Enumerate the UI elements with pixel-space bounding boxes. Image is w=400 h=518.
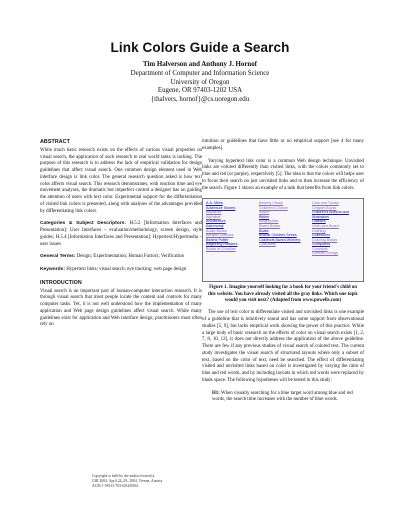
figure-link[interactable]: Beatrix Potter <box>206 237 229 242</box>
author-email: {thalvers, hornof}@cs.uoregon.edu <box>150 96 250 104</box>
figure-link[interactable]: Boats <box>259 228 269 233</box>
figure-column-3 <box>312 201 363 256</box>
figure-link-visited[interactable]: Curious George <box>312 251 339 256</box>
categories-text: H.5.2 [Information Interfaces and Presentation]: User Interfaces – evaluation/methodology, screen design, style guides; H.5.4 [Information Interfaces and Presentation]: Hypertext/Hypermedia – user issues <box>40 221 202 247</box>
hypothesis-text: When visually searching for a blue target word among blue and red words, the search time increases with the number of blue words. <box>212 390 353 403</box>
figure-link-visited[interactable]: Children's Choice <box>259 205 288 210</box>
figure-link-visited[interactable]: Audio Books <box>206 228 227 233</box>
figure-link-visited[interactable]: Concepts <box>312 246 328 251</box>
copyright-line-3: ACM 1-58113-703-6/04/0004. <box>92 483 139 488</box>
author-names: Tim Halverson and Anthony J. Hornof <box>143 61 257 68</box>
hypothesis-h1 <box>212 391 364 405</box>
figure-link-visited[interactable]: Chapter Books <box>312 205 337 210</box>
keywords-paragraph <box>40 267 202 274</box>
general-terms-label: General Terms: <box>40 254 76 260</box>
figure-link[interactable]: Caldecott Award Winners <box>259 237 301 242</box>
figure-link[interactable]: Adventure Stories <box>206 205 236 210</box>
categories-paragraph <box>40 221 202 248</box>
figure-link[interactable]: Boxcar Children Series <box>259 233 297 238</box>
figure-link-visited[interactable]: Coloring Books <box>312 237 338 242</box>
introduction-text: Visual search is an important part of human-computer interaction research. It is through visual search that most people locate the content and controls for many computer tasks. Yet, it is not well understood how the implementation of many application and Web page design guidelines affect visual search. While many guidelines exist for application and Web interface design, practitioners must often rely on <box>40 288 202 328</box>
figure-link-visited[interactable]: Cloth and Board <box>312 223 339 228</box>
figure-link[interactable]: Architecture <box>206 219 226 224</box>
abstract-heading: ABSTRACT <box>40 139 70 145</box>
figure-link-visited[interactable]: Beverly Cleary <box>259 201 283 206</box>
right-paragraph-3: The use of text color to differentiate visited and unvisited links is one example of a guideline that is intuitively sound and has some support from observational studies [5, 9], but lacks empirical work showing the power of this practice. While a large body of basic research on the effects of color on visual search exists [1, 2, 7, 8, 10, 12], it does not directly address the application of the above guideline. There are few if any previous studies of visual search of colored text. The current study investigates the visual search of structured layouts where only a subset of text, based on the color of text, need be searched. The effect of differentiating visited and unvisited links based on color is investigated by varying the ratio of blue and red words, and by including layouts in which red words were replaced by blank space. The following hypotheses will be tested in this study: <box>202 310 364 383</box>
figure-link-visited[interactable]: Award <box>259 210 270 215</box>
paper-title: Link Colors Guide a Search <box>110 40 290 55</box>
author-department: Department of Computer and Information Science <box>130 69 270 77</box>
figure-link[interactable]: Collections <box>312 233 331 238</box>
figure-link[interactable]: Bibles <box>259 214 270 219</box>
left-column <box>40 139 202 335</box>
figure-link[interactable]: Astronomy <box>206 223 224 228</box>
keywords-text: Hypertext links; visual search; eye tracking; web page design <box>66 267 187 272</box>
figure-link-visited[interactable]: Bargain Classics <box>206 233 234 238</box>
figure-link[interactable]: A.A. Milne <box>206 201 223 206</box>
hypothesis-label: H1: <box>212 390 220 396</box>
figure-link[interactable]: Computers <box>312 242 331 247</box>
figure-link-visited[interactable]: Clothing <box>312 228 326 233</box>
figure-link-visited[interactable]: Biographies <box>259 219 279 224</box>
author-city: Eugene, OR 97403-1202 USA <box>157 87 243 95</box>
figure-link-visited[interactable]: Books w/ Goodies <box>206 246 236 251</box>
right-paragraph-1: intuition or guidelines that have little or no empirical support [see 4 for many examples]. <box>202 139 364 151</box>
figure-link-visited[interactable]: Alphabet <box>206 214 221 219</box>
figure-link-visited[interactable]: Airplanes <box>206 210 222 215</box>
figure-link-visited[interactable]: Cars and Trucks <box>312 201 339 206</box>
figure-link[interactable]: Beginning Readers <box>206 242 238 247</box>
general-terms-paragraph <box>40 254 202 261</box>
general-terms-text: Design; Experimentation; Human Factors; Verification <box>76 254 184 260</box>
copyright-line-2: CHI 2004, April 24–29, 2004, Vienna, Austria. <box>92 478 164 483</box>
author-university: University of Oregon <box>170 78 230 86</box>
figure-1-caption: Figure 1. Imagine yourself looking for a book for your friend's child on this website. You have already visited all the gray links. Which one topic would you visit next? (Adapted from www.powells.com) <box>208 285 358 304</box>
copyright-line-1: Copyright is held by the author/owner(s). <box>92 474 155 478</box>
abstract-text: While much basic research exists on the effects of various visual properties on visual search, the application of such research to real world tasks is lacking. The purpose of this research is to address the lack of empirical validation for design guidelines that affect visual search. One common design element used in Web interface design is link color. The general research question asked is how text color affects visual search. This research demonstrates, with reaction time and eye movement analyses, the dramatic but imperfect control a designer has on guiding the attention of users with text color. Experimental support for the differentiation of visited link colors is presented, along with analyses of the advantages provided by differentiating link colors. <box>40 147 202 214</box>
keywords-label: Keywords: <box>40 267 66 272</box>
introduction-heading: INTRODUCTION <box>40 279 82 286</box>
right-paragraph-2: Varying hypertext link color is a common Web design technique. Unvisited links are colored differently than visited links, with the colors commonly set to blue and red (or purple), respectively [5]. The idea is that the colors will helps user to focus their search on just unvisited links and to then increase the efficiency of the search. Figure 1 shows an example of a task that benefits from link colors. <box>202 158 364 191</box>
figure-link[interactable]: Classics <box>312 219 326 224</box>
figure-link-visited[interactable]: Board Books <box>259 223 281 228</box>
figure-1-link-list <box>202 198 364 282</box>
right-column <box>202 139 364 404</box>
figure-link[interactable]: Children's Authors and Illustrators <box>312 210 349 219</box>
figure-column-1 <box>206 201 237 251</box>
figure-column-2 <box>259 201 300 246</box>
figure-link-visited[interactable]: Calendars <box>259 242 276 247</box>
copyright-notice <box>92 474 212 489</box>
categories-label: Categories & Subject Descriptors: <box>40 221 127 227</box>
author-block <box>0 61 400 105</box>
